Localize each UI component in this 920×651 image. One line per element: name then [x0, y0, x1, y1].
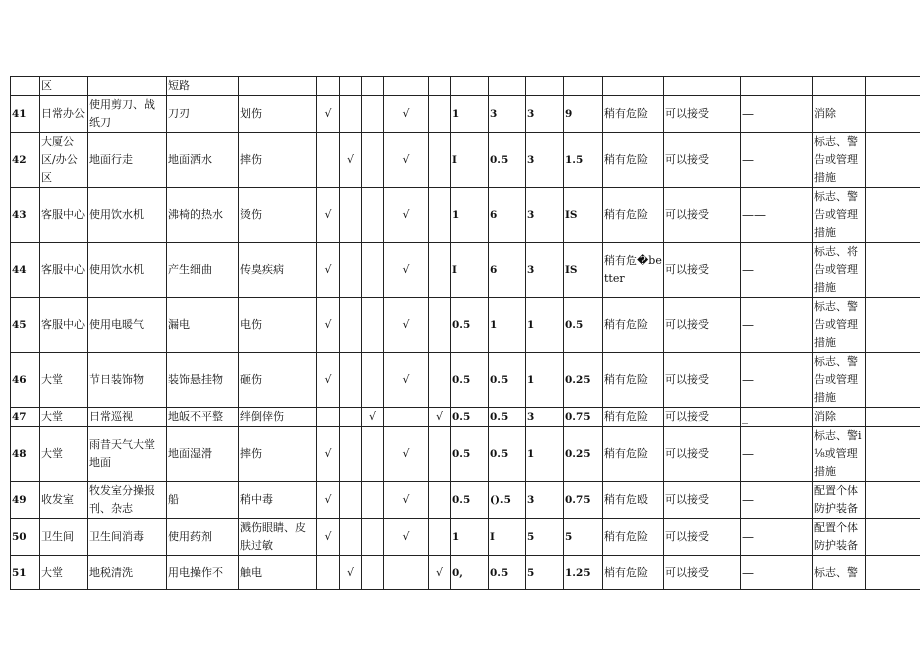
accept-cell: 可以接受 [664, 482, 741, 519]
hazard-cell: 船 [167, 482, 239, 519]
C-cell: 3 [526, 188, 564, 243]
check-cell [340, 519, 362, 556]
D-cell: 9 [564, 96, 603, 133]
empty-cell [866, 188, 920, 243]
check-cell [429, 298, 451, 353]
table-header-row [11, 77, 920, 96]
D-cell: 0.5 [564, 298, 603, 353]
dash-cell: — [741, 519, 813, 556]
check-cell [429, 519, 451, 556]
accept-cell: 可以接受 [664, 243, 741, 298]
check-cell: √ [384, 133, 429, 188]
row-number: 50 [11, 519, 40, 556]
check-cell: √ [340, 556, 362, 590]
check-cell [362, 188, 384, 243]
check-cell [317, 556, 340, 590]
check-cell [362, 427, 384, 482]
check-cell: √ [317, 519, 340, 556]
check-cell [362, 243, 384, 298]
area-cell: 大堂 [40, 427, 88, 482]
table-row [11, 556, 920, 590]
check-cell: √ [340, 133, 362, 188]
L-cell: 0.5 [451, 353, 489, 408]
L-cell: 1 [451, 519, 489, 556]
check-cell: √ [317, 298, 340, 353]
header-cell [340, 77, 362, 96]
row-number: 41 [11, 96, 40, 133]
dash-cell: — [741, 353, 813, 408]
area-cell: 日常办公 [40, 96, 88, 133]
hazard-cell: 使用药剂 [167, 519, 239, 556]
table-row [11, 298, 920, 353]
check-cell: √ [384, 427, 429, 482]
D-cell: 0.25 [564, 427, 603, 482]
consequence-cell: 绊倒倖伤 [239, 408, 317, 427]
level-cell: 稍有危�better [603, 243, 664, 298]
header-cell [866, 77, 920, 96]
accept-cell: 可以接受 [664, 133, 741, 188]
table-row [11, 519, 920, 556]
activity-cell: 地面行走 [88, 133, 167, 188]
E-cell: I [489, 519, 526, 556]
header-cell [603, 77, 664, 96]
C-cell: 3 [526, 243, 564, 298]
C-cell: 5 [526, 519, 564, 556]
accept-cell: 可以接受 [664, 188, 741, 243]
dash-cell: — [741, 243, 813, 298]
consequence-cell: 摔伤 [239, 427, 317, 482]
hazard-cell: 装饰悬挂物 [167, 353, 239, 408]
measure-cell: 标志、将告或管理措施 [813, 243, 866, 298]
activity-cell: 雨昔天气大堂地面 [88, 427, 167, 482]
table-row [11, 482, 920, 519]
L-cell: 0.5 [451, 427, 489, 482]
table-row [11, 408, 920, 427]
D-cell: 0.75 [564, 408, 603, 427]
activity-cell: 节日装饰物 [88, 353, 167, 408]
L-cell: 1 [451, 96, 489, 133]
row-number: 49 [11, 482, 40, 519]
area-cell: 客服中心 [40, 298, 88, 353]
check-cell: √ [384, 96, 429, 133]
measure-cell: 标志、警i⅛或管理措施 [813, 427, 866, 482]
L-cell: 0.5 [451, 298, 489, 353]
table-row [11, 243, 920, 298]
C-cell: 3 [526, 96, 564, 133]
E-cell: 6 [489, 243, 526, 298]
hazard-cell: 地面洒水 [167, 133, 239, 188]
consequence-cell: 划伤 [239, 96, 317, 133]
check-cell [384, 408, 429, 427]
activity-cell: 使用饮水机 [88, 243, 167, 298]
C-cell: 5 [526, 556, 564, 590]
dash-cell: — [741, 427, 813, 482]
D-cell: 1.25 [564, 556, 603, 590]
header-cell [489, 77, 526, 96]
check-cell [429, 133, 451, 188]
area-cell: 大堂 [40, 353, 88, 408]
activity-cell: 卫生间消毒 [88, 519, 167, 556]
D-cell: 0.75 [564, 482, 603, 519]
header-cell [813, 77, 866, 96]
empty-cell [866, 133, 920, 188]
table-body [11, 77, 920, 590]
level-cell: 稍有危险 [603, 408, 664, 427]
dash-cell: _ [741, 408, 813, 427]
level-cell: 稍有危险 [603, 133, 664, 188]
level-cell: 稍有危险 [603, 427, 664, 482]
row-number: 47 [11, 408, 40, 427]
empty-cell [866, 243, 920, 298]
check-cell: √ [317, 188, 340, 243]
check-cell: √ [317, 353, 340, 408]
check-cell [384, 556, 429, 590]
header-cell [317, 77, 340, 96]
area-cell: 大厦公区/办公区 [40, 133, 88, 188]
measure-cell: 消除 [813, 408, 866, 427]
hazard-table [10, 76, 920, 590]
D-cell: 0.25 [564, 353, 603, 408]
activity-cell: 牧发室分操报刊、杂志 [88, 482, 167, 519]
header-cell [451, 77, 489, 96]
row-number: 51 [11, 556, 40, 590]
header-cell: 区 [40, 77, 88, 96]
check-cell [429, 188, 451, 243]
hazard-cell: 漏电 [167, 298, 239, 353]
E-cell: 3 [489, 96, 526, 133]
measure-cell: 标志、警告或管理措施 [813, 133, 866, 188]
check-cell [362, 519, 384, 556]
area-cell: 卫生间 [40, 519, 88, 556]
header-cell [239, 77, 317, 96]
dash-cell: — [741, 556, 813, 590]
empty-cell [866, 519, 920, 556]
L-cell: I [451, 243, 489, 298]
check-cell: √ [317, 96, 340, 133]
check-cell [340, 353, 362, 408]
D-cell: IS [564, 188, 603, 243]
C-cell: 1 [526, 427, 564, 482]
check-cell: √ [429, 556, 451, 590]
activity-cell: 使用饮水机 [88, 188, 167, 243]
E-cell: 1 [489, 298, 526, 353]
check-cell [429, 482, 451, 519]
consequence-cell: 传臭疾病 [239, 243, 317, 298]
C-cell: 3 [526, 482, 564, 519]
check-cell [362, 96, 384, 133]
consequence-cell: 触电 [239, 556, 317, 590]
L-cell: 1 [451, 188, 489, 243]
hazard-cell: 用电操作不 [167, 556, 239, 590]
check-cell [340, 243, 362, 298]
level-cell: 稍有危险 [603, 96, 664, 133]
check-cell [340, 96, 362, 133]
check-cell: √ [384, 243, 429, 298]
check-cell [340, 298, 362, 353]
check-cell [340, 408, 362, 427]
E-cell: 0.5 [489, 556, 526, 590]
hazard-cell: 地皈不平整 [167, 408, 239, 427]
activity-cell: 日常巡视 [88, 408, 167, 427]
check-cell [362, 482, 384, 519]
check-cell: √ [317, 243, 340, 298]
check-cell [429, 353, 451, 408]
row-number: 45 [11, 298, 40, 353]
accept-cell: 可以接受 [664, 408, 741, 427]
E-cell: 0.5 [489, 427, 526, 482]
check-cell: √ [429, 408, 451, 427]
dash-cell: — [741, 482, 813, 519]
level-cell: 稍有危险 [603, 298, 664, 353]
area-cell: 大堂 [40, 556, 88, 590]
check-cell [429, 427, 451, 482]
empty-cell [866, 482, 920, 519]
table-row [11, 133, 920, 188]
activity-cell: 地税清洗 [88, 556, 167, 590]
check-cell: √ [384, 353, 429, 408]
level-cell: 稍有危险 [603, 353, 664, 408]
header-cell [741, 77, 813, 96]
E-cell: 0.5 [489, 408, 526, 427]
hazard-cell: 产生细曲 [167, 243, 239, 298]
check-cell [340, 188, 362, 243]
consequence-cell: 稍中毒 [239, 482, 317, 519]
row-number: 43 [11, 188, 40, 243]
E-cell: 0.5 [489, 133, 526, 188]
measure-cell: 标志、警告或管理措施 [813, 353, 866, 408]
area-cell: 客服中心 [40, 243, 88, 298]
check-cell [362, 133, 384, 188]
dash-cell: — [741, 96, 813, 133]
check-cell: √ [317, 427, 340, 482]
area-cell: 收发室 [40, 482, 88, 519]
empty-cell [866, 353, 920, 408]
row-number: 42 [11, 133, 40, 188]
header-cell: 短路 [167, 77, 239, 96]
L-cell: 0.5 [451, 408, 489, 427]
level-cell: 稍有危险 [603, 519, 664, 556]
table-row [11, 353, 920, 408]
table-row [11, 427, 920, 482]
dash-cell: —— [741, 188, 813, 243]
dash-cell: — [741, 133, 813, 188]
check-cell [362, 556, 384, 590]
check-cell [317, 408, 340, 427]
consequence-cell: 摔伤 [239, 133, 317, 188]
header-cell [384, 77, 429, 96]
accept-cell: 可以接受 [664, 427, 741, 482]
accept-cell: 可以接受 [664, 298, 741, 353]
level-cell: 梢有危险 [603, 556, 664, 590]
C-cell: 1 [526, 298, 564, 353]
table-row [11, 188, 920, 243]
area-cell: 大堂 [40, 408, 88, 427]
L-cell: I [451, 133, 489, 188]
level-cell: 稍有危险 [603, 188, 664, 243]
header-cell [88, 77, 167, 96]
consequence-cell: 电伤 [239, 298, 317, 353]
dash-cell: — [741, 298, 813, 353]
area-cell: 客服中心 [40, 188, 88, 243]
accept-cell: 可以接受 [664, 353, 741, 408]
header-cell [429, 77, 451, 96]
measure-cell: 标志、警告或管理措施 [813, 298, 866, 353]
activity-cell: 使用剪刀、战纸刀 [88, 96, 167, 133]
check-cell [362, 298, 384, 353]
E-cell: 6 [489, 188, 526, 243]
L-cell: 0, [451, 556, 489, 590]
check-cell: √ [384, 519, 429, 556]
row-number: 46 [11, 353, 40, 408]
check-cell: √ [384, 188, 429, 243]
consequence-cell: 溅伤眼睛、皮肤过敏 [239, 519, 317, 556]
measure-cell: 配置个体防护装备 [813, 519, 866, 556]
empty-cell [866, 408, 920, 427]
check-cell: √ [384, 482, 429, 519]
check-cell: √ [317, 482, 340, 519]
consequence-cell: 烫伤 [239, 188, 317, 243]
accept-cell: 可以接受 [664, 556, 741, 590]
accept-cell: 可以接受 [664, 519, 741, 556]
header-cell [664, 77, 741, 96]
C-cell: 3 [526, 133, 564, 188]
hazard-cell: 刀刃 [167, 96, 239, 133]
empty-cell [866, 298, 920, 353]
C-cell: 1 [526, 353, 564, 408]
empty-cell [866, 96, 920, 133]
hazard-cell: 地面湿滑 [167, 427, 239, 482]
header-cell [526, 77, 564, 96]
D-cell: 5 [564, 519, 603, 556]
accept-cell: 可以接受 [664, 96, 741, 133]
header-cell [362, 77, 384, 96]
empty-cell [866, 427, 920, 482]
check-cell [429, 243, 451, 298]
D-cell: IS [564, 243, 603, 298]
check-cell [340, 482, 362, 519]
level-cell: 稍有危殴 [603, 482, 664, 519]
check-cell [317, 133, 340, 188]
measure-cell: 消除 [813, 96, 866, 133]
header-cell [11, 77, 40, 96]
E-cell: 0.5 [489, 353, 526, 408]
row-number: 44 [11, 243, 40, 298]
L-cell: 0.5 [451, 482, 489, 519]
D-cell: 1.5 [564, 133, 603, 188]
empty-cell [866, 556, 920, 590]
activity-cell: 使用电暖气 [88, 298, 167, 353]
E-cell: ().5 [489, 482, 526, 519]
check-cell: √ [362, 408, 384, 427]
check-cell [362, 353, 384, 408]
row-number: 48 [11, 427, 40, 482]
measure-cell: 标志、警 [813, 556, 866, 590]
check-cell: √ [384, 298, 429, 353]
check-cell [429, 96, 451, 133]
hazard-cell: 沸椅的热水 [167, 188, 239, 243]
C-cell: 3 [526, 408, 564, 427]
measure-cell: 配置个体防护装备 [813, 482, 866, 519]
header-cell [564, 77, 603, 96]
measure-cell: 标志、警告或管理措施 [813, 188, 866, 243]
consequence-cell: 砸伤 [239, 353, 317, 408]
table-row [11, 96, 920, 133]
check-cell [340, 427, 362, 482]
